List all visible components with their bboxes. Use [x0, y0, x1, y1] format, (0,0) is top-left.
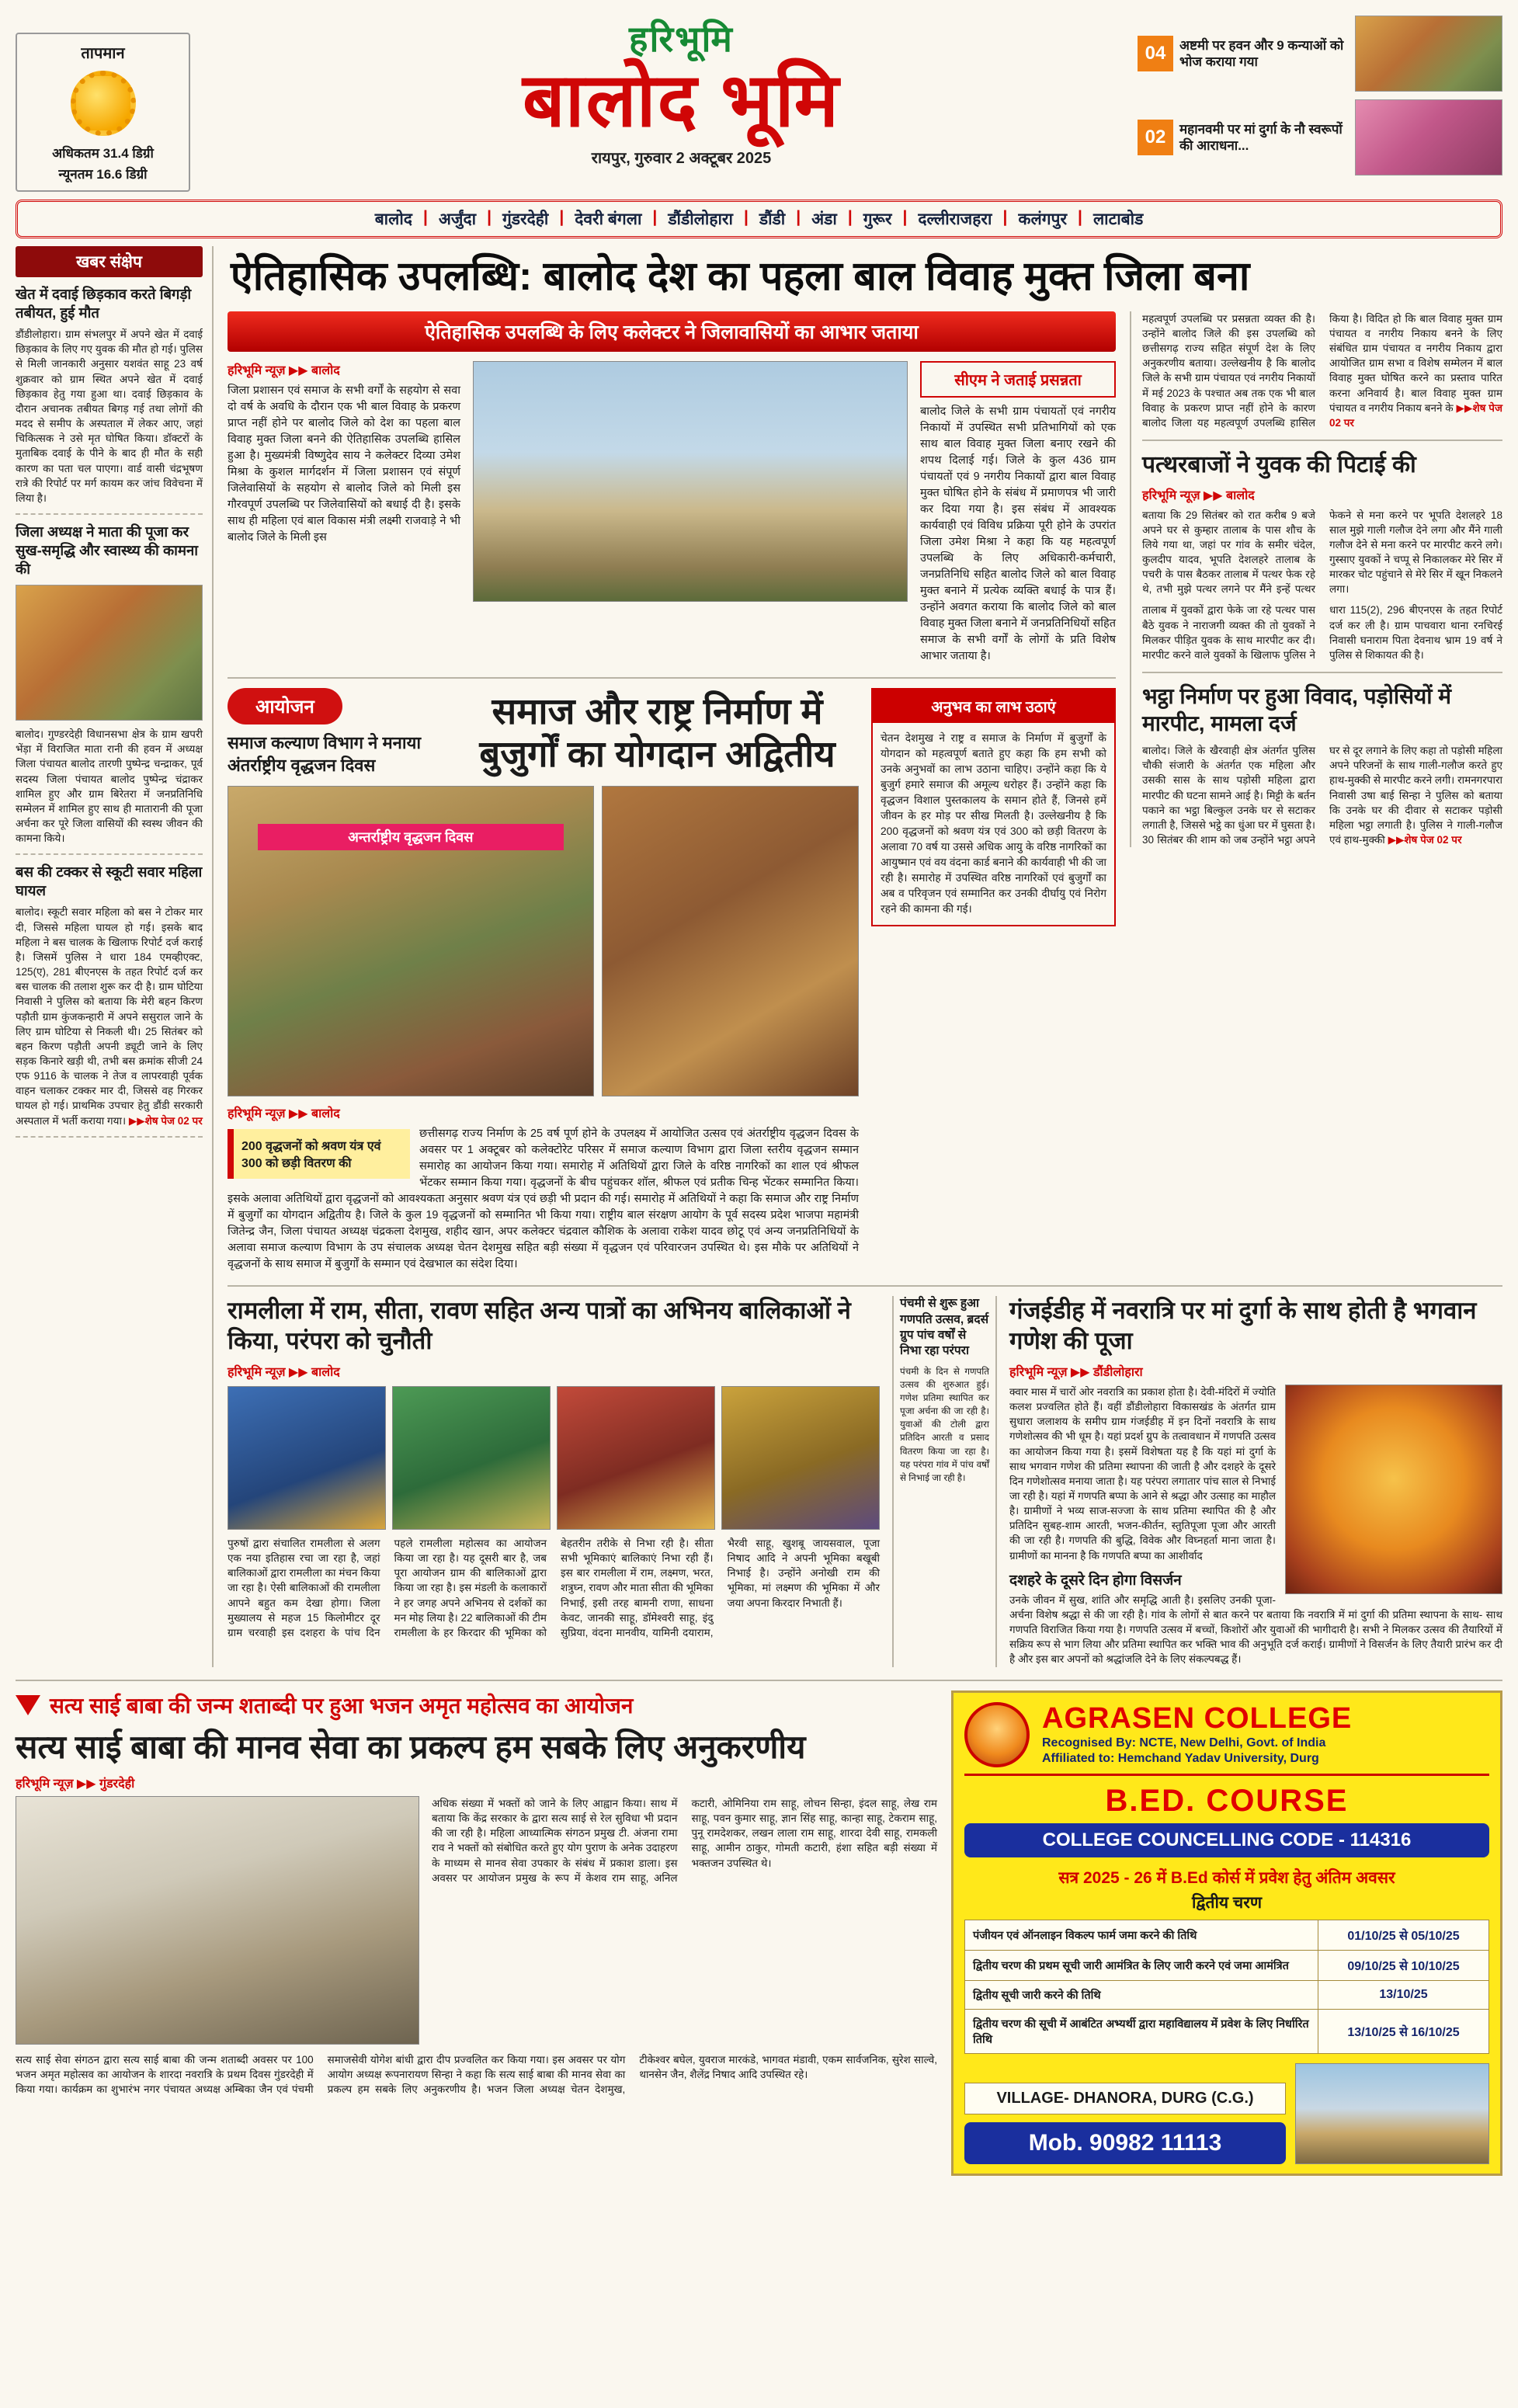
story-satyasai	[16, 1690, 937, 2177]
ad-row-date: 13/10/25 से 16/10/25	[1318, 2010, 1489, 2054]
ad-affiliated: Affiliated to: Hemchand Yadav University, Durg	[1042, 1752, 1319, 1766]
nav-separator: |	[1002, 208, 1008, 226]
brief-headline: बस की टक्कर से स्कूटी सवार महिला घायल	[16, 863, 203, 899]
continued-marker: ▶▶शेष पेज 02 पर	[128, 1114, 203, 1127]
byline-text: हरिभूमि न्यूज़ ▶▶ बालोद	[228, 1107, 340, 1121]
ad-course-name: B.ED. COURSE	[1105, 1784, 1349, 1819]
strip-headline: पंचमी से शुरू हुआ गणपति उत्सव, ब्रदर्स ग्रुप पांच वर्षों से निभा रहा परंपरा	[900, 1297, 989, 1357]
teaser-headline: महानवमी पर मां दुर्गा के नौ स्वरूपों की आराधना...	[1179, 121, 1343, 153]
lead-headline: ऐतिहासिक उपलब्धि: बालोद देश का पहला बाल विवाह मुक्त जिला बना	[231, 254, 1250, 299]
byline	[228, 361, 460, 378]
ad-contact-block	[964, 2083, 1286, 2164]
continued-marker: ▶▶शेष पेज 02 पर	[1329, 401, 1502, 429]
shravan-yantra-highlight: 200 वृद्धजनों को श्रवण यंत्र एवं 300 को छड़ी वितरण की	[228, 1129, 410, 1179]
lead-grid	[228, 361, 1116, 665]
photo-vridhjan-samman-crowd	[228, 786, 594, 1096]
brief-body-text: बालोद। स्कूटी सवार महिला को बस ने टोकर मार दी, जिससे महिला घायल हो गई। इसके बाद महिला ने बस चालक के खिलाफ रिपोर्ट दर्ज कराई है। जिसमें पुलिस ने धारा 184 एमव्हीएक्ट, 125(ए), 281 बीएनएस के तहत रिपोर्ट दर्ज कर बस चालक की तलाश शुरू कर दी है। ग्राम घोटिया निवासी ने पुलिस को बताया कि मेरी बहन किरण पड़ौती ग्राम कुंजकन्हारी में अपने ससुराल जाने के लिए ग्राम घोटिया से निकली थी। 25 सितंबर को बहन किरण पड़ौती अपनी ड्यूटी जाने के लिए सड़क किनारे खड़ी थी, तभी बस क्रमांक सीजी 24 एफ 9116 के चालक ने तेज व लापरवाही पूर्वक वाहन चलाकर टक्कर मार दी, जिससे वह गिरकर घायल हो गई। प्राथमिक उपचार हेतु डौंडी सरकारी अस्पताल में भर्ती कराया गया।	[16, 906, 203, 1127]
nav-separator: |	[487, 208, 492, 226]
nav-item-anda: अंडा	[811, 210, 837, 228]
patharbaj-headline: पत्थरबाजों ने युवक की पिटाई की	[1142, 452, 1416, 478]
story-ramleela	[228, 1296, 880, 1666]
agrasen-college-ad	[951, 1690, 1502, 2177]
aayojan-header	[228, 688, 859, 777]
ad-row-date: 09/10/25 से 10/10/25	[1318, 1951, 1489, 1981]
brief-story-pesticide-death	[16, 277, 203, 515]
bhatta-body	[1142, 743, 1502, 847]
main-inner	[228, 311, 1502, 1273]
photo-ramleela-1	[228, 1386, 386, 1530]
ganjaidih-content	[1009, 1385, 1502, 1667]
nav-item-kalangpur: कलंगपुर	[1018, 210, 1068, 228]
anubhav-title: अनुभव का लाभ उठाएं	[873, 690, 1114, 723]
news-briefs-sidebar	[16, 246, 214, 1667]
photo-ramleela-3	[557, 1386, 715, 1530]
satyasai-banner-text: सत्य साई बाबा की जन्म शताब्दी पर हुआ भजन अमृत महोत्सव का आयोजन	[50, 1693, 634, 1718]
ad-phase-label: द्वितीय चरण	[1191, 1894, 1263, 1913]
aayojan-text-block	[228, 1104, 859, 1273]
edition-navbar	[16, 200, 1502, 238]
teaser-page-badge: 04	[1138, 36, 1173, 71]
strip-body: पंचमी के दिन से गणपति उत्सव की शुरुआत हुई। गणेश प्रतिमा स्थापित कर पूजा अर्चना की जा रही है। युवाओं की टोली द्वारा प्रतिदिन आरती व प्रसाद वितरण किया जा रहा है। यह परंपरा गांव में पांच वर्षों से निभाई जा रही है।	[900, 1365, 989, 1483]
satyasai-content	[16, 1796, 937, 2045]
aayojan-photos	[228, 786, 859, 1096]
aayojan-story	[228, 677, 1116, 1273]
nav-item-daundi: डौंडी	[759, 210, 786, 228]
byline-text: हरिभूमि न्यूज़ ▶▶ बालोद	[1142, 488, 1255, 502]
top-main	[228, 246, 1502, 1667]
aayojan-body: छत्तीसगढ़ राज्य निर्माण के 25 वर्ष पूर्ण होने के उपलक्ष्य में आयोजित उत्सव एवं अंतर्राष्ट्रीय वृद्धजन दिवस के अवसर पर 1 अक्टूबर को कलेक्टोरेट परिसर में समाज कल्याण विभाग द्वारा जिला स्तरीय वृद्धजन सम्मान समारोह का आयोजन किया गया। समारोह में अतिथियों द्वारा जिले के वरिष्ठ नागरिकों का शाल एवं श्रीफल भेंटकर सम्मान किया गया। वृद्धजनों के बीच पहुंचकर शॉल, श्रीफल एवं प्रतीक चिन्ह भेंटकर सम्मानित किया। इसके अलावा अतिथियों द्वारा वृद्धजनों को आवश्यकता अनुसार श्रवण यंत्र एवं छड़ी भी प्रदान की गई। समारोह में अतिथियों ने कहा कि समाज और राष्ट्र निर्माण में बुजुर्गों का योगदान अद्वितीय है। जिले के कुल 19 वृद्धजनों को सम्मानित भी किया गया। राष्ट्रीय बाल संरक्षण आयोग के पूर्व सदस्य प्रदेश भाजपा महामंत्री जितेन्द्र जैन, जिला पंचायत अध्यक्ष चंद्रकला देशमुख, शहीद खान, अपर कलेक्टर चंद्रवाल कौशिक के अलावा राकेश यादव छोटू एवं अन्य जनप्रतिनिधियों के अलावा समाज कल्याण विभाग के उप संचालक अध्यक्ष चेतन देशमुख सहित बड़ी संख्या में वृद्धजन एवं परिवारजन उपस्थित थे। इस मौके पर अतिथियों ने वृद्धजनों के साथ समाज में बुजुर्गों के सम्मान एवं देखभाल का संदेश दिया।	[228, 1128, 859, 1271]
ad-college-name: AGRASEN COLLEGE	[1042, 1701, 1353, 1735]
satyasai-body-a: सत्य साई सेवा संगठन द्वारा सत्य साई बाबा की जन्म शताब्दी अवसर पर 100 भजन अमृत महोत्सव का आयोजन के शारदा नवरात्रि के प्रथम दिवस गुंडरदेही में किया गया। कार्यक्रम का शुभारंभ नगर पंचायत अध्यक्ष अम्बिका जैन एवं पंचमी समाजसेवी योगेश बांधी द्वारा दीप प्रज्वलित कर किया गया। इस अवसर पर योग आयोग अध्यक्ष रूपनारायण सिन्हा ने कहा कि सत्य साई बाबा की मानव सेवा का प्रकल्प हम सबके लिए अनुकरणीय है। भजन जिला अध्यक्ष चेतन देशमुख, टीकेश्वर बघेल, युवराज मारकंडे, भागवत मंडावी, एकम सार्वजनिक, सुरेश साल्वे, थानसेन जैन, शैलेंद्र निषाद आदि उपस्थित रहे।	[16, 2053, 937, 2096]
photo-ganesh-idol	[1285, 1385, 1502, 1594]
continuation-text: महत्वपूर्ण उपलब्धि पर प्रसन्नता व्यक्त की है। उन्होंने बालोद जिले की इस उपलब्धि को छत्तीसगढ़ राज्य सहित संपूर्ण देश के लिए अनुकरणीय बताया। उल्लेखनीय है कि बालोद जिले के सभी ग्राम पंचायत एवं नगरीय निकायों में मई 2023 के पश्चात अब तक एक भी बाल विवाह के प्रकरण प्राप्त नहीं होने के कारण बालोद जिला यह महत्वपूर्ण उपलब्धि हासिल किया है। विदित हो कि बाल विवाह मुक्त ग्राम पंचायत व नगरीय निकाय बनने के लिए संबंधित ग्राम पंचायत व नगरीय निकाय द्वारा आयोजित ग्राम सभा व विशेष सम्मेलन में बाल विवाह मुक्त घोषित करने का प्रस्ताव पारित करना अनिवार्य है। बाल विवाह मुक्त ग्राम पंचायत व नगरीय निकाय बनने के	[1142, 312, 1502, 429]
byline	[1142, 486, 1502, 503]
byline-text: हरिभूमि न्यूज़ ▶▶ बालोद	[228, 363, 340, 377]
ad-table-row	[965, 1981, 1489, 2010]
dateline: रायपुर, गुरुवार 2 अक्टूबर 2025	[591, 149, 772, 167]
ramleela-photos	[228, 1386, 880, 1530]
bhatta-headline: भट्ठा निर्माण पर हुआ विवाद, पड़ोसियों में मारपीट, मामला दर्ज	[1142, 684, 1452, 736]
nav-separator: |	[902, 208, 908, 226]
aayojan-grid	[228, 688, 1116, 1273]
ganjaidih-body-b: उनके जीवन में सुख, शांति और समृद्धि आती है। इसलिए उनकी पूजा-अर्चना विशेष श्रद्धा से की जा रही है। गांव के लोगों से बात करने पर बताया कि नवरात्रि में मां दुर्गा की प्रतिमा स्थापना के साथ- साथ गणपति विराजित किया गया है। गणपति उत्सव में बच्चों, किशोरों और युवाओं की भागीदारी है। सभी ने मिलकर उत्सव की तैयारियों में सक्रिय रूप से भाग लिया और प्रतिमा स्थापित कर भक्ति भाव की अनुभूति दर्ज कराई। ग्रामीणों ने विसर्जन के लिए तैयारी प्रारंभ कर दी है और इस बार अपनों को श्रद्धांजलि देने के लिए संकल्पबद्ध हैं।	[1009, 1593, 1502, 1666]
aayojan-tag: आयोजन	[228, 688, 342, 724]
ad-mobile: Mob. 90982 11113	[964, 2122, 1286, 2164]
center-column	[228, 311, 1116, 1273]
nav-item-daundilohara: डौंडीलोहारा	[668, 210, 733, 228]
story-bhatta	[1142, 683, 1502, 847]
nav-item-balod: बालोद	[374, 210, 412, 228]
photo-ramleela-2	[392, 1386, 551, 1530]
lead-continuation-text	[1142, 311, 1502, 430]
cm-box-title: सीएम ने जताई प्रसन्नता	[920, 361, 1116, 398]
brand-logo: हरिभूमि	[629, 19, 734, 59]
ganjaidih-subhead: दशहरे के दूसरे दिन होगा विसर्जन	[1009, 1572, 1182, 1589]
lead-right-column	[920, 361, 1116, 665]
aayojan-kicker-block	[228, 688, 445, 777]
masthead	[16, 11, 1502, 192]
ad-village: VILLAGE- DHANORA, DURG (C.G.)	[964, 2083, 1286, 2114]
masthead-center	[233, 11, 1130, 168]
lead-continuation	[1142, 311, 1502, 441]
ad-row-date: 13/10/25	[1318, 1981, 1489, 2010]
lead-subhead-bar: ऐतिहासिक उपलब्धि के लिए कलेक्टर ने जिलावासियों का आभार जताया	[228, 311, 1116, 352]
briefs-header: खबर संक्षेप	[16, 246, 203, 277]
lead-story	[228, 311, 1116, 665]
brief-body: डौंडीलोहारा। ग्राम संभलपुर में अपने खेत में दवाई छिड़काव के लिए गए युवक की मौत हो गई। पुलिस से मिली जानकारी अनुसार यशवंत साहू 23 वर्ष शुक्रवार को ग्राम स्थित अपने खेत में दवाई छिड़काव हेतु गया हुआ था। दवाई छिड़काव के दौरान अचानक तबीयत बिगड़ गई तथा लोगों की मदद से समीप के अस्पताल में लेकर आए, जहां चिकित्सक ने उसे मृत घोषित किया। डॉक्टरों के मुताबिक दवाई के पीने के बाद ही मौत के सही कारण का पता चल पाएगा। वार्ड वासी चंद्रभूषण रात्रे की रिपोर्ट पर मर्ग कायम कर जांच विवेचना में लिया है।	[16, 328, 203, 504]
ad-row-desc: द्वितीय चरण की प्रथम सूची जारी आमंत्रित के लिए जारी करने एवं जमा आमंत्रित	[965, 1951, 1318, 1981]
ad-row-desc: द्वितीय चरण की सूची में आबंटित अभ्यर्थी द्वारा महाविद्यालय में प्रवेश के लिए निर्धारित तिथि	[965, 2010, 1318, 2054]
satyasai-banner	[16, 1690, 937, 1720]
byline	[228, 1363, 880, 1380]
brief-body	[16, 905, 203, 1128]
nav-item-deori-bangla: देवरी बंगला	[575, 210, 642, 228]
nav-separator: |	[559, 208, 564, 226]
byline	[16, 1774, 937, 1791]
weather-label: तापमान	[81, 45, 125, 62]
mid-grid	[228, 1285, 1502, 1666]
nav-item-arjunda: अर्जुंदा	[438, 210, 477, 228]
photo-ramleela-4	[721, 1386, 880, 1530]
nav-separator: |	[652, 208, 658, 226]
brief-headline: जिला अध्यक्ष ने माता की पूजा कर सुख-समृद्धि और स्वास्थ्य की कामना की	[16, 523, 199, 578]
lead-body-right: बालोद जिले के सभी ग्राम पंचायतों एवं नगरीय निकायों में उपस्थित सभी प्रतिभागियों को एक साथ बाल विवाह मुक्त जिला बनाए रखने की शपथ दिलाई गई। जिले के कुल 436 ग्राम पंचायतों एवं 9 नगरीय निकायों द्वारा बाल विवाह मुक्त घोषित होने के संबंध में प्रमाणपत्र भी जारी कर दिया गया है। इस संबंध में आवश्यक कार्यवाही एवं विविध प्रक्रिया पूरी होने के उपरांत जिला उमेश मिश्रा ने कहा कि यह महत्वपूर्ण उपलब्धि के लिए अधिकारी-कर्मचारी, जनप्रतिनिधि सहित बालोद जिले को बाल विवाह मुक्त बनाने में प्रत्येक व्यक्ति बधाई के पात्र हैं। उन्होंने अवगत कराया कि बालोद जिले को बाल विवाह मुक्त जिला बनाने में जनप्रतिनिधियों सहित समाज के सभी वर्गों के लोगों के प्रति विशेष आभार जताया है।	[920, 405, 1116, 663]
nav-separator: |	[743, 208, 749, 226]
ad-header	[964, 1702, 1489, 1777]
satyasai-body-b: अधिक संख्या में भक्तों को जाने के लिए आह्वान किया। साथ में बताया कि केंद्र सरकार के द्वारा सत्य साई से रेल सुविधा भी प्रदान की जा रही है। महिला आध्यात्मिक संगठन प्रमुख टी. अंजना रामा राव ने भक्तों को संबोधित करते हुए योग पुराण के अनेक उदाहरण के माध्यम से मानव सेवा उपकार के संबंध में प्रकाश डाला। इस अवसर पर आयोजन प्रमुख के रूप में केशव राम साहू, अनिल कटारी, ओमिनिया राम साहू, लोचन सिन्हा, इंदल साहू, लेख राम साहू, पवन कुमार साहू, ज्ञान सिंह साहू, कान्हा साहू, टेकराम साहू, पुनू रामदेशकर, लखन लाला राम साहू, शारदा देवी साहू, रामकली साहू, आमीन ठाकुर, गोमती कटारी, हंशा सहित बड़ी संख्या में भक्तजन उपस्थित थे।	[432, 1797, 937, 1884]
aayojan-kicker: समाज कल्याण विभाग ने मनाया अंतर्राष्ट्रीय वृद्धजन दिवस	[228, 733, 422, 775]
ad-schedule-table	[964, 1920, 1489, 2054]
bhatta-body-text: बालोद। जिले के खैरवाही क्षेत्र अंतर्गत पुलिस चौकी संजारी के अंतर्गत एक महिला और उसकी सास के साथ पड़ोसी महिला द्वारा मारपीट की घटना सामने आई है। मिट्टी के बर्तन पकाने का भट्ठा बिल्कुल उनके घर से सटाकर लगाती है, जिससे भट्ठे का धुंआ घर में घुसता है। 30 सितंबर की शाम को जब उन्होंने भट्ठा अपने घर से दूर लगाने के लिए कहा तो पड़ोसी महिला अपने परिजनों के साथ गाली-गलौज करते हुए हाथ-मुक्की से मारपीट करने लगी। रामनगरपारा निवासी उषा बाई सिन्हा ने पुलिस को बताया कि उनके घर की दीवार से सटाकर पड़ोसी महिला भट्ठा लगाती है। पुलिस ने गाली-गलौज एवं हाथ-मुक्की	[1142, 745, 1502, 846]
ramleela-body: पुरुषों द्वारा संचालित रामलीला से अलग एक नया इतिहास रचा जा रहा है, जहां बालिकाओं द्वारा रामलीला का मंचन किया जा रहा है। ऐसी बालिकाओं की रामलीला आपने बहुत कम देखा होगा। जिला मुख्यालय से महज 15 किलोमीटर दूर ग्राम चरवाही इस दशहरा के पांच दिन पहले रामलीला महोत्सव का आयोजन किया जा रहा है। यह दूसरी बार है, जब पूरा आयोजन ग्राम की बालिकाओं द्वारा किया जा रहा है। इस मंडली के कलाकारों ने हर जगह अपने अभिनय से दर्शकों का मन मोह लिया है। 22 बालिकाओं की टीम रामलीला के हर किरदार की भूमिका को बेहतरीन तरीके से निभा रही है। सीता सभी भूमिकाएं बालिकाएं निभा रही हैं। इस बार रामलीला में राम, लक्ष्मण, भरत, शत्रुघ्न, रावण और माता सीता की भूमिका निभाई, इसी तरह बामनी राणा, साधना केवट, जानकी साहू, डॉमेश्वरी साहू, इंदु सुप्रिया, वंदना मानवीय, यामिनी दयाराम, भैरवी साहू, खुशबू जायसवाल, पूजा निषाद आदि ने अपनी भूमिका बखूबी निभाई है। उन्होंने अनोखी राम की भूमिका, मां लक्ष्मण की भूमिका में और जया अपना किरदार निभाती हैं।	[228, 1537, 880, 1638]
brief-story-bus-accident	[16, 855, 203, 1137]
ad-row-desc: पंजीयन एवं ऑनलाइन विकल्प फार्म जमा करने की तिथि	[965, 1920, 1318, 1951]
paper-title: बालोद भूमि	[522, 59, 841, 142]
byline	[228, 1104, 859, 1121]
ad-table-row	[965, 2010, 1489, 2054]
college-emblem-icon	[964, 1702, 1030, 1767]
ad-title-block	[1042, 1702, 1489, 1768]
ad-table-row	[965, 1920, 1489, 1951]
nav-separator: |	[1078, 208, 1082, 226]
photo-banner-text: अन्तर्राष्ट्रीय वृद्धजन दिवस	[258, 824, 564, 850]
satyasai-headline: सत्य साई बाबा की मानव सेवा का प्रकल्प हम सबके लिए अनुकरणीय	[16, 1728, 806, 1765]
brief-story-mata-puja	[16, 515, 203, 855]
patharbaj-body-b: तालाब में युवकों द्वारा फेके जा रहे पत्थर पास बैठे युवक ने नाराजगी व्यक्त की तो युवकों ने मिलकर पीड़ित युवक के साथ मारपीट कर दी। मारपीट करने वाले युवकों के खिलाफ पुलिस ने धारा 115(2), 296 बीएनएस के तहत रिपोर्ट दर्ज कर ली है। ग्राम पाचवारा थाना रनचिरई निवासी घनाराम पिता देवनाथ भ्राम 19 वर्ष ने पुलिस से शिकायत की है।	[1142, 604, 1502, 661]
teaser-photo-durga	[1355, 99, 1502, 175]
story-ganpati-strip	[892, 1296, 997, 1666]
byline-text: हरिभूमि न्यूज़ ▶▶ बालोद	[228, 1365, 340, 1379]
ganjaidih-body-a: क्वार मास में चारों ओर नवरात्रि का प्रकाश होता है। देवी-मंदिरों में ज्योति कलश प्रज्वलित होते हैं। वहीं डौंडीलोहारा विकासखंड के अंतर्गत ग्राम सुधारा जलाशय के समीप ग्राम गंजईडीह में इन दिनों नवरात्रि के साथ गणेशोत्सव की भी धूम है। यहां प्रदर्श ग्रुप के तत्वावधान में गणपति उत्सव का आयोजन किया गया है। इसमें विशेषता यह है कि यहां मां दुर्गा के साथ भगवान गणेश की प्रतिमा स्थापना की जाती है और दशहरे के दूसरे दिन गणेशोत्सव मनाया जाता है। यह परंपरा लगातार पांच साल से निभाई जा रही है। यहां में गणपति बप्पा के आने से श्रद्धा और उत्साह का माहौल है। ग्रामीणों ने भव्य साज-सज्जा के साथ प्रतिमा स्थापित की है और प्रतिदिन सुबह-शाम आरती, भजन-कीर्तन, स्तुतिपूजा पूजा और आरती की जा रही है। गणपति की बुद्धि, विवेक और विघ्नहर्ता माना जाता है। ग्रामीणों का मानना है कि गणपति बप्पा का आशीर्वाद	[1009, 1385, 1276, 1562]
weather-box	[16, 33, 190, 192]
photo-collectorate-building	[473, 361, 908, 602]
byline-text: हरिभूमि न्यूज़ ▶▶ डौंडीलोहारा	[1009, 1365, 1143, 1379]
teaser-item	[1138, 16, 1502, 92]
nav-item-dallirajhara: दल्लीराजहरा	[918, 210, 992, 228]
byline-text: हरिभूमि न्यूज़ ▶▶ गुंडरदेही	[16, 1777, 135, 1791]
top-grid	[16, 246, 1502, 1667]
front-teasers	[1138, 11, 1502, 175]
anubhav-body: चेतन देशमुख ने राष्ट्र व समाज के निर्माण में बुजुर्गों के योगदान को महत्वपूर्ण बताते हुए कहा कि हम सभी को उनके अनुभवों का लाभ उठाना चाहिए। उन्होंने कहा कि ये बुजुर्ग हमारे समाज की अमूल्य धरोहर हैं। उन्होंने कहा कि वृद्धजन विशाल पुस्तकालय के समान होते हैं, जिनसे हमें जीवन के हर मोड़ पर सीख मिलती है। उल्लेखनीय है कि 200 वृद्धजनों को श्रवण यंत्र एवं 300 को छड़ी वितरण के अलावा 70 वर्ष या उससे अधिक आयु के वरिष्ठ नागरिकों का आयुष्मान एवं वय वंदना कार्ड बनाने की कार्यवाही भी की जा रही है। समारोह में उपस्थित वरिष्ठ नागरिकों एवं बुजुर्गों का अब व परिवृजन एवं सम्मानित कर उनकी दीर्घायु एवं निरोग रहने की कामना की गई।	[881, 732, 1106, 916]
brief-headline: खेत में दवाई छिड़काव करते बिगड़ी तबीयत, हुई मौत	[16, 286, 192, 321]
nav-separator: |	[847, 208, 853, 226]
continued-marker: ▶▶शेष पेज 02 पर	[1388, 834, 1462, 846]
anubhav-box	[871, 688, 1116, 926]
aayojan-main	[228, 688, 859, 1273]
right-column	[1130, 311, 1502, 847]
ramleela-headline: रामलीला में राम, सीता, रावण सहित अन्य पात्रों का अभिनय बालिकाओं ने किया, परंपरा को चुनौती	[228, 1297, 851, 1355]
patharbaj-body-a: बताया कि 29 सितंबर को रात करीब 9 बजे अपने घर से कुम्हार तालाब के पास शौच के लिये गया था, जहां पर गांव के समीर चंदेल, कुलदीप यादव, भूपति देशलहरे तालाब के पचरी के पास बैठकर तालाब में पत्थर फेक रहे थे, तभी मुझे पत्थर लगने पर मैंने इन्हें पत्थर फेकने से मना करने पर भूपति देशलहरे 18 साल मुझे गाली गलौज देने लगा और मैंने गाली गलौज देने से मना करने पर मारपीट करने लगे। गुस्साए युवकों ने चप्पू से निकालकर मेरे सिर में मारकर चोट पहुंचाने से मेरे सिर में खून निकलने लगा।	[1142, 509, 1502, 596]
story-ganjaidih	[1009, 1296, 1502, 1666]
nav-item-gurur: गुरूर	[863, 210, 892, 228]
nav-separator: |	[422, 208, 428, 226]
weather-max: अधिकतम 31.4 डिग्री	[52, 146, 154, 161]
brief-body: बालोद। गुण्डरदेही विधानसभा क्षेत्र के ग्राम खपरी भेंड़ा में विराजित माता रानी की हवन में अध्यक्ष जिला पंचायत बालोद तारणी पुष्पेन्द्र चन्द्राकर, पूर्व सदस्य जिला पंचायत बालोद पुष्पेन्द्र चंद्राकर शामिल हुए और ग्राम बिरेतरा में जनप्रतिनिधि सम्मेलन में शामिल हुए साथ ही मातारानी की पूजा अर्चना कर पूरे जिला वासियों की स्वस्थ जीवन की कामना किये।	[16, 728, 203, 845]
ad-bottom	[964, 2063, 1489, 2164]
ad-table-row	[965, 1951, 1489, 1981]
ad-recognised: Recognised By: NCTE, New Delhi, Govt. of India	[1042, 1736, 1326, 1750]
photo-vridhjan-stage	[602, 786, 859, 1096]
teaser-photo-havan	[1355, 16, 1502, 92]
lead-left-column	[228, 361, 460, 665]
ad-session-line: सत्र 2025 - 26 में B.Ed कोर्स में प्रवेश हेतु अंतिम अवसर	[1058, 1869, 1395, 1888]
photo-bhajan-mahotsav-group	[16, 1796, 419, 2045]
aayojan-headline: समाज और राष्ट्र निर्माण में बुजुर्गों का योगदान अद्वितीय	[479, 690, 835, 775]
sun-icon	[71, 71, 136, 136]
weather-min: न्यूनतम 16.6 डिग्री	[58, 167, 148, 182]
photo-mata-puja	[16, 585, 203, 721]
teaser-headline: अष्टमी पर हवन और 9 कन्याओं को भोज कराया गया	[1179, 37, 1344, 69]
ad-row-desc: द्वितीय सूची जारी करने की तिथि	[965, 1981, 1318, 2010]
nav-separator: |	[796, 208, 801, 226]
nav-item-latabod: लाटाबोड	[1092, 210, 1144, 228]
bottom-grid	[16, 1680, 1502, 2177]
teaser-item	[1138, 99, 1502, 175]
story-patharbaj	[1142, 450, 1502, 673]
nav-item-gunderdehi: गुंडरदेही	[502, 210, 549, 228]
teaser-page-badge: 02	[1138, 120, 1173, 155]
ad-row-date: 01/10/25 से 05/10/25	[1318, 1920, 1489, 1951]
lead-body-left: जिला प्रशासन एवं समाज के सभी वर्गों के सहयोग से सवा दो वर्ष के अवधि के दौरान एक भी बाल विवाह के प्रकरण प्राप्त नहीं होने पर बालोद जिले को देश का पहला बाल विवाह मुक्त जिला बनने की ऐतिहासिक उपलब्धि हासिल हुआ है। मुख्यमंत्री विष्णुदेव साय ने कलेक्टर दिव्या उमेश मिश्रा के कुशल मार्गदर्शन में जिला प्रशासन एवं संपूर्ण जिलेवासियों के सहयोग से बालोद जिले को मिली इस गौरवपूर्ण उपलब्धि पर जिलेवासियों को बधाई दी है। इसके साथ ही महिला एवं बाल विकास मंत्री लक्ष्मी राजवाड़े ने भी बालोद जिले के मिली इस	[228, 384, 460, 544]
ganjaidih-headline: गंजईडीह में नवरात्रि पर मां दुर्गा के साथ होती है भगवान गणेश की पूजा	[1009, 1297, 1477, 1355]
photo-campus-view	[1295, 2063, 1489, 2164]
banner-arrow-icon	[16, 1695, 40, 1715]
byline	[1009, 1363, 1502, 1380]
ad-counselling-code: COLLEGE COUNCELLING CODE - 114316	[964, 1823, 1489, 1857]
